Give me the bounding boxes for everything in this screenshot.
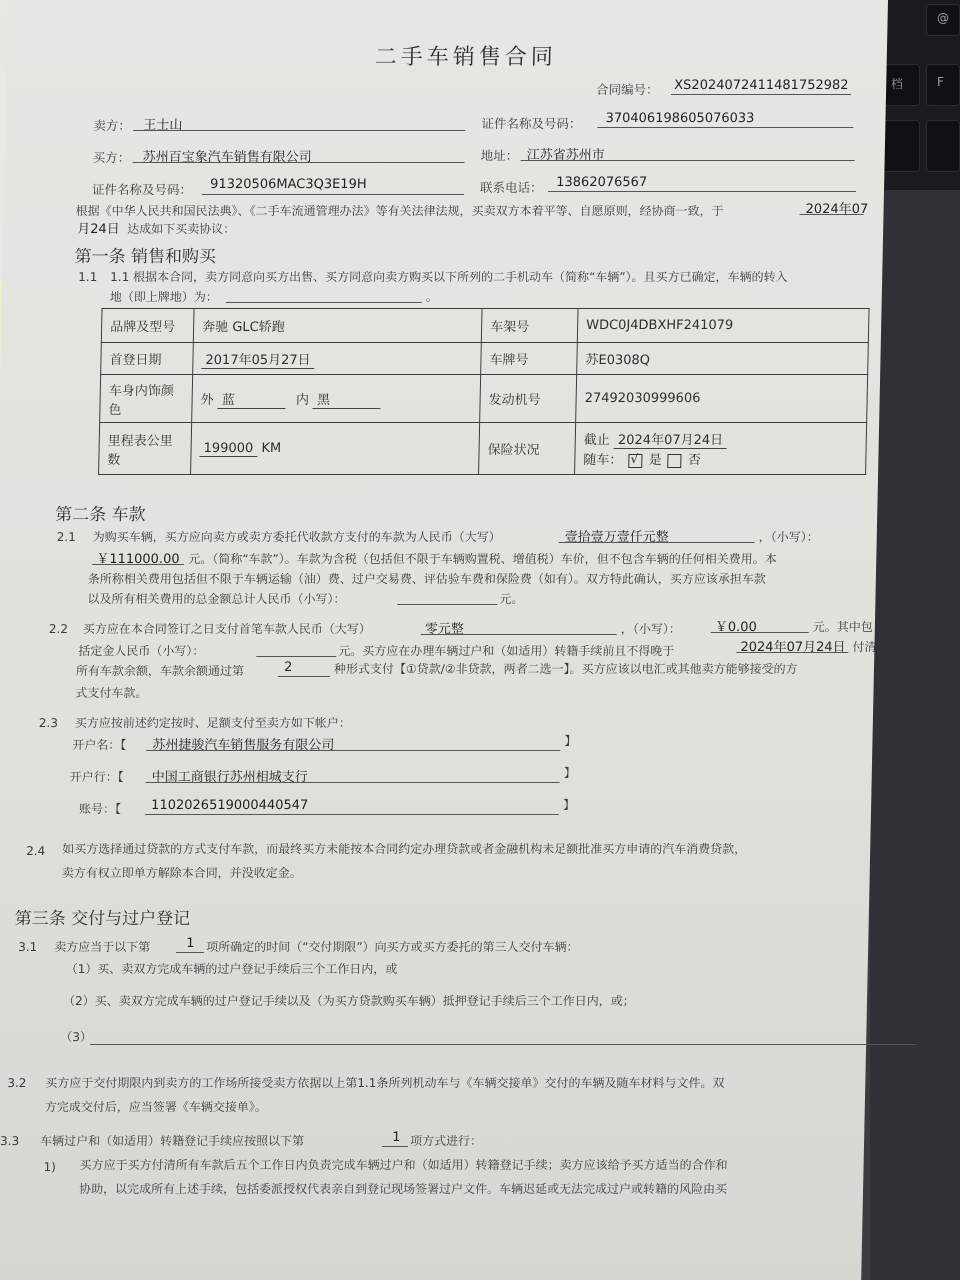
preamble-text: 达成如下买卖协议： bbox=[127, 222, 236, 236]
clause-number: 2.2 bbox=[48, 622, 69, 636]
yes-label: 是 bbox=[648, 453, 662, 468]
clause-number: 3.3 bbox=[0, 1134, 20, 1148]
document-title: 二手车销售合同 bbox=[374, 45, 558, 70]
underline bbox=[133, 162, 465, 163]
payment-method: 2 bbox=[283, 660, 293, 675]
underline bbox=[548, 191, 856, 192]
account-name: 苏州捷骏汽车销售服务有限公司 bbox=[152, 738, 335, 753]
color-cell bbox=[192, 375, 481, 423]
clause-number: 1.1 bbox=[78, 270, 98, 284]
clause-2-3-text: 买方应按前述约定按时、足额支付至卖方如下帐户： bbox=[74, 716, 352, 730]
preamble-date: 月24日 bbox=[77, 222, 120, 237]
account-no-label: 账号：【 bbox=[78, 802, 122, 816]
preamble-date: 2024年07 bbox=[805, 202, 869, 217]
article-2-heading: 第二条 车款 bbox=[55, 505, 146, 525]
insurance-until-label: 截止 bbox=[583, 433, 610, 448]
underline bbox=[92, 564, 184, 565]
underline bbox=[597, 127, 853, 128]
account-no: 1102026519000440547 bbox=[150, 798, 309, 813]
table-row bbox=[101, 343, 869, 375]
clause-3-1-text: 卖方应当于以下第 bbox=[54, 940, 151, 954]
reg-date-value: 2017年05月27日 bbox=[201, 349, 315, 369]
buyer-id-label: 证件名称及号码： bbox=[91, 182, 193, 197]
clause-number: 2.1 bbox=[56, 530, 76, 544]
buyer-address: 江苏省苏州市 bbox=[526, 148, 605, 163]
clause-2-4-text: 卖方有权立即单方解除本合同，并没收定金。 bbox=[61, 866, 302, 880]
key-label: @ bbox=[937, 11, 949, 25]
underline bbox=[176, 952, 204, 953]
first-payment-words: 零元整 bbox=[424, 622, 464, 637]
clause-3-3-text: 项方式进行： bbox=[409, 1134, 483, 1148]
underline bbox=[278, 676, 330, 677]
underline bbox=[133, 130, 465, 131]
seller-id-label: 证件名称及号码： bbox=[481, 116, 582, 131]
underline bbox=[711, 632, 809, 633]
clause-2-2-text: 种形式支付【①贷款/②非贷款，两者二选一】。买方应该以电汇或其他卖方能够接受的方 bbox=[333, 662, 798, 676]
clause-3-3-text: 车辆过户和（如适用）转籍登记手续应按照以下第 bbox=[39, 1134, 305, 1148]
underline bbox=[397, 604, 497, 605]
clause-2-1-text: 条所称相关费用包括但不限于车辆运输（油）费、过户交易费、评估验车费和保险费（如有）。双方特此确认，买方应该承担车款 bbox=[87, 572, 767, 586]
table-row bbox=[101, 309, 869, 343]
color-out-value: 蓝 bbox=[218, 389, 286, 409]
underline bbox=[145, 814, 559, 815]
delivery-option: 1 bbox=[186, 936, 195, 951]
clause-3-3-1-text: 买方应于买方付清所有车款后五个工作日内负责完成车辆过户和（如适用）转籍登记手续；卖方应该给予买方适当的合作和 bbox=[79, 1158, 728, 1172]
insurance-cell bbox=[575, 423, 867, 475]
vehicle-info-table bbox=[98, 308, 869, 475]
engine-label: 发动机号 bbox=[480, 375, 577, 423]
clause-2-2-text: 元。其中包 bbox=[812, 620, 874, 634]
clause-2-1-text: 以及所有相关费用的总金额总计人民币（小写）： bbox=[87, 592, 346, 606]
clause-number: 2.4 bbox=[26, 844, 46, 858]
buyer-name: 苏州百宝象汽车销售有限公司 bbox=[142, 150, 312, 165]
mileage-unit: KM bbox=[261, 440, 282, 456]
mileage-cell bbox=[191, 423, 480, 475]
with-car-row bbox=[583, 449, 857, 468]
underline bbox=[671, 94, 851, 95]
insurance-label: 保险状况 bbox=[479, 423, 576, 475]
clause-2-2-text: 买方应在本合同签订之日支付首笔车款人民币（大写） bbox=[82, 622, 371, 636]
balance-due-date: 2024年07月24日 bbox=[740, 640, 846, 655]
clause-number: 3.2 bbox=[7, 1076, 27, 1090]
engine-value: 27492030999606 bbox=[576, 375, 868, 423]
mileage-value: 199000 bbox=[199, 441, 257, 457]
clause-1-1-text: 地（即上牌地）为： bbox=[109, 290, 218, 304]
buyer-phone: 13862076567 bbox=[556, 175, 648, 190]
clause-number: 3.1 bbox=[18, 940, 38, 954]
clause-2-2-text: 付清 bbox=[852, 640, 877, 654]
underline bbox=[226, 302, 422, 303]
contract-no-label: 合同编号： bbox=[595, 82, 659, 97]
checkbox-yes-icon[interactable] bbox=[628, 454, 642, 468]
clause-2-1-text: ，（小写）： bbox=[758, 530, 819, 544]
clause-2-2-text: 元。买方应在办理车辆过户和（如适用）转籍手续前且不得晚于 bbox=[338, 644, 675, 658]
keyboard-key bbox=[926, 64, 960, 106]
key-label: F bbox=[937, 75, 944, 89]
clause-2-1-text: 为购买车辆，买方应向卖方或卖方委托代收款方支付的车款为人民币（大写） bbox=[92, 530, 501, 544]
delivery-option-2: （2）买、卖双方完成车辆的过户登记手续以及（为买方贷款购买车辆）抵押登记手续后三个工作日内，或； bbox=[62, 994, 635, 1008]
bracket-close: 】 bbox=[562, 798, 576, 812]
article-1-heading: 第一条 销售和购买 bbox=[74, 247, 217, 267]
clause-number: 2.3 bbox=[38, 716, 59, 730]
bracket-close: 】 bbox=[563, 766, 576, 780]
underline bbox=[202, 194, 464, 195]
reg-date-cell bbox=[193, 343, 482, 375]
bracket-close: 】 bbox=[564, 734, 577, 748]
table-row bbox=[99, 423, 867, 475]
with-car-label: 随车： bbox=[583, 453, 623, 468]
underline bbox=[382, 1146, 408, 1147]
clause-2-2-text: ，（小写）： bbox=[620, 622, 681, 636]
color-out-label: 外 bbox=[200, 392, 214, 408]
clause-1-1-text: 1.1 根据本合同，卖方同意向买方出售、买方同意向卖方购买以下所列的二手机动车（简称“车辆”）。且买方已确定，车辆的转入 bbox=[110, 270, 788, 284]
delivery-option-3: （3） bbox=[60, 1030, 93, 1044]
address-label: 地址： bbox=[480, 148, 519, 163]
vin-value: WDC0J4DBXHF241079 bbox=[577, 309, 869, 343]
table-row bbox=[100, 375, 868, 423]
underline bbox=[146, 782, 560, 783]
color-in-value: 黑 bbox=[313, 389, 381, 409]
clause-2-2-text: 所有车款余额，车款余额通过第 bbox=[75, 664, 245, 678]
transfer-option: 1 bbox=[392, 1130, 401, 1145]
seller-label: 卖方： bbox=[93, 118, 132, 133]
underline bbox=[521, 160, 855, 161]
clause-number: 1) bbox=[43, 1160, 57, 1174]
clause-3-1-text: 项所确定的时间（“交付期限”）向买方或买方委托的第三人交付车辆： bbox=[206, 940, 579, 954]
insurance-until-value: 2024年07月24日 bbox=[614, 429, 728, 449]
clause-2-1-text: 元。 bbox=[499, 592, 524, 606]
underline bbox=[90, 1044, 916, 1045]
vin-label: 车架号 bbox=[481, 309, 578, 343]
key-label: 档 bbox=[891, 77, 904, 91]
keyboard-key bbox=[926, 120, 960, 172]
no-label: 否 bbox=[687, 453, 702, 468]
underline bbox=[146, 750, 560, 751]
preamble-text: 根据《中华人民共和国民法典》、《二手车流通管理办法》等有关法律法规，买卖双方本着平等、自愿原则，经协商一致，于 bbox=[75, 204, 724, 218]
clause-3-2-text: 方完成交付后，应当签署《车辆交接单》。 bbox=[44, 1100, 267, 1114]
price-amount-words: 壹拾壹万壹仟元整 bbox=[564, 530, 669, 545]
reg-date-label: 首登日期 bbox=[101, 343, 194, 375]
keyboard-key bbox=[926, 4, 960, 36]
clause-3-2-text: 买方应于交付期限内到卖方的工作场所接受卖方依据以上第1.1条所列机动车与《车辆交接单》交付的车辆及随车材料与文件。双 bbox=[45, 1076, 725, 1090]
seller-name: 王士山 bbox=[143, 118, 183, 133]
plate-label: 车牌号 bbox=[481, 343, 578, 375]
first-payment: ￥0.00 bbox=[714, 620, 757, 635]
color-in-label: 内 bbox=[295, 392, 310, 408]
account-bank-label: 开户行：【 bbox=[69, 770, 124, 784]
brand-value: 奔驰 GLC轿跑 bbox=[193, 309, 482, 343]
buyer-label: 买方： bbox=[92, 150, 131, 165]
brand-label: 品牌及型号 bbox=[101, 309, 194, 343]
mileage-label: 里程表公里数 bbox=[99, 423, 192, 475]
price-amount: ￥111000.00 bbox=[96, 552, 180, 567]
article-3-heading: 第三条 交付与过户登记 bbox=[14, 909, 191, 929]
underline bbox=[736, 652, 848, 653]
underline bbox=[559, 542, 755, 543]
account-bank: 中国工商银行苏州相城支行 bbox=[151, 770, 308, 785]
underline bbox=[799, 214, 863, 215]
clause-3-3-1-text: 协助，以完成所有上述手续，包括委派授权代表亲自到登记现场签署过户文件。车辆迟延或无法完成过户或转籍的风险由买 bbox=[78, 1182, 728, 1196]
clause-2-2-text: 括定金人民币（小写）： bbox=[78, 644, 205, 658]
clause-2-2-text: 式支付车款。 bbox=[75, 686, 148, 700]
account-name-label: 开户名：【 bbox=[72, 738, 127, 752]
plate-value: 苏E0308Q bbox=[577, 343, 869, 375]
underline bbox=[256, 656, 336, 657]
clause-2-4-text: 如买方选择通过贷款的方式支付车款，而最终买方未能按本合同约定办理贷款或者金融机构未足额批准买方申请的汽车消费贷款， bbox=[62, 842, 747, 856]
delivery-option-1: （1）买、卖双方完成车辆的过户登记手续后三个工作日内，或 bbox=[65, 962, 398, 976]
seller-id: 370406198605076033 bbox=[605, 111, 755, 126]
underline bbox=[421, 634, 617, 635]
checkbox-no-icon[interactable] bbox=[668, 454, 682, 468]
color-label: 车身内饰颜色 bbox=[100, 375, 193, 423]
clause-1-1-text: 。 bbox=[425, 290, 438, 304]
clause-2-1-text: 元。（简称“车款”）。车款为含税（包括但不限于车辆购置税、增值税）车价，但不包含车辆的任何相关费用。本 bbox=[188, 552, 777, 566]
phone-label: 联系电话： bbox=[479, 180, 543, 195]
buyer-id: 91320506MAC3Q3E19H bbox=[209, 177, 367, 192]
insurance-until-row bbox=[584, 429, 858, 449]
contract-no: XS2024072411481752982 bbox=[674, 78, 849, 93]
